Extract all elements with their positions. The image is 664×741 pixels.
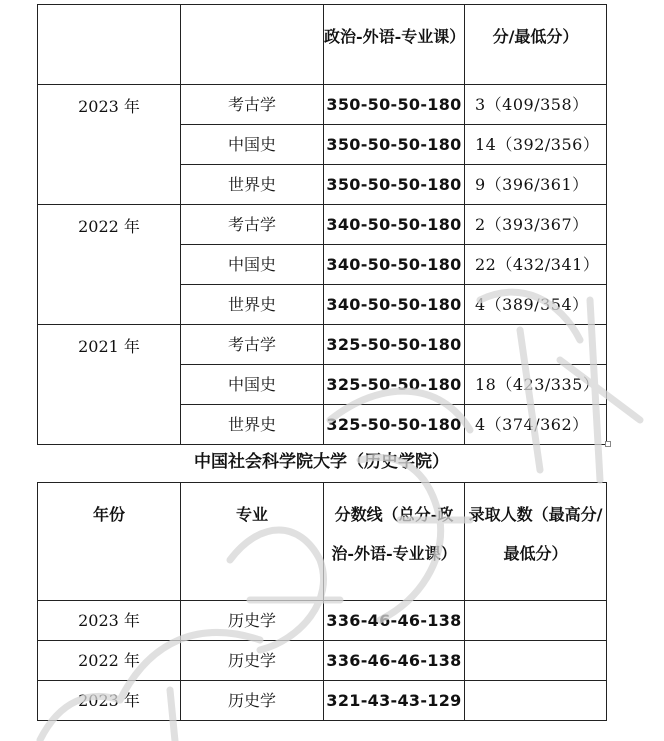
admission-table-bottom: [37, 482, 607, 721]
year-cell: 2023 年: [38, 601, 181, 641]
major-cell: 考古学: [181, 205, 324, 245]
major-cell: 世界史: [181, 165, 324, 205]
table-header-row: [38, 483, 607, 601]
score-cell: 340-50-50-180: [324, 245, 465, 285]
major-cell: 历史学: [181, 641, 324, 681]
score-cell: 321-43-43-129: [324, 681, 465, 721]
table-header-row: [38, 5, 607, 85]
header-cell-score: [324, 483, 465, 601]
table-row: [38, 205, 607, 245]
result-cell: [465, 681, 607, 721]
table-row: [38, 85, 607, 125]
table-row: [38, 681, 607, 721]
result-cell: [465, 601, 607, 641]
result-cell: [465, 325, 607, 365]
header-major-label: 专业: [235, 505, 268, 524]
year-cell: 2022 年: [38, 205, 181, 325]
table-resize-handle[interactable]: [605, 441, 611, 447]
result-cell: 22（432/341）: [465, 245, 607, 285]
header-cell-result: [465, 483, 607, 601]
section-title: 中国社会科学院大学（历史学院）: [194, 452, 449, 472]
major-cell: 历史学: [181, 681, 324, 721]
score-cell: 350-50-50-180: [324, 85, 465, 125]
header-score-label: 政治-外语-专业课）: [324, 27, 466, 46]
result-cell: 2（393/367）: [465, 205, 607, 245]
table-row: [38, 601, 607, 641]
major-cell: 考古学: [181, 325, 324, 365]
score-cell: 340-50-50-180: [324, 285, 465, 325]
major-cell: 中国史: [181, 365, 324, 405]
score-cell: 325-50-50-180: [324, 325, 465, 365]
table-row: [38, 641, 607, 681]
year-cell: 2023 年: [38, 681, 181, 721]
result-cell: 4（374/362）: [465, 405, 607, 445]
header-year-label: 年份: [92, 505, 125, 524]
result-cell: [465, 641, 607, 681]
table-row: [38, 325, 607, 365]
major-cell: 历史学: [181, 601, 324, 641]
admission-table-top: [37, 4, 607, 445]
header-result-label: 分/最低分）: [492, 27, 579, 46]
year-cell: 2023 年: [38, 85, 181, 205]
score-cell: 350-50-50-180: [324, 125, 465, 165]
score-cell: 336-46-46-138: [324, 641, 465, 681]
major-cell: 中国史: [181, 125, 324, 165]
major-cell: 考古学: [181, 85, 324, 125]
major-cell: 世界史: [181, 285, 324, 325]
header-cell-major: [181, 5, 324, 85]
result-cell: 3（409/358）: [465, 85, 607, 125]
score-cell: 325-50-50-180: [324, 365, 465, 405]
header-cell-year: [38, 5, 181, 85]
score-cell: 340-50-50-180: [324, 205, 465, 245]
score-cell: 350-50-50-180: [324, 165, 465, 205]
header-cell-score: [324, 5, 465, 85]
year-cell: 2021 年: [38, 325, 181, 445]
header-cell-major: [181, 483, 324, 601]
header-result-label: 录取人数（最高分/最低分）: [468, 505, 603, 563]
result-cell: 9（396/361）: [465, 165, 607, 205]
major-cell: 中国史: [181, 245, 324, 285]
header-cell-year: [38, 483, 181, 601]
header-score-label: 分数线（总分-政治-外语-专业课）: [331, 505, 457, 563]
result-cell: 4（389/354）: [465, 285, 607, 325]
major-cell: 世界史: [181, 405, 324, 445]
year-cell: 2022 年: [38, 641, 181, 681]
score-cell: 336-46-46-138: [324, 601, 465, 641]
header-cell-result: [465, 5, 607, 85]
score-cell: 325-50-50-180: [324, 405, 465, 445]
result-cell: 14（392/356）: [465, 125, 607, 165]
result-cell: 18（423/335）: [465, 365, 607, 405]
